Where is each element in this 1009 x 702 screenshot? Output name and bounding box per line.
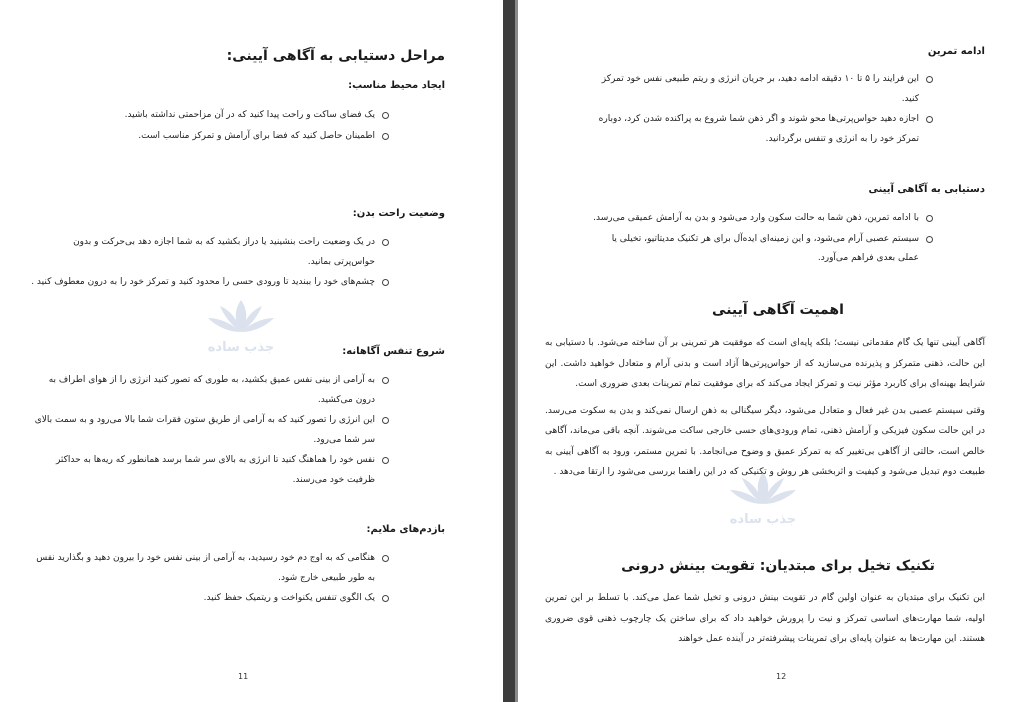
page-number: 12 — [776, 672, 787, 681]
list-item: در یک وضعیت راحت بنشینید یا دراز بکشید که به شما اجازه دهد بی‌حرکت و بدون حواس‌پرتی بمانید. — [31, 233, 391, 272]
bullet-icon — [926, 236, 933, 243]
list-exhale — [31, 549, 391, 610]
bullet-icon — [926, 116, 933, 123]
list-item: هنگامی که به اوج دم خود رسیدید، به آرامی از بینی نفس خود را بیرون دهید و بگذارید نفس به طور طبیعی خارج شود. — [31, 549, 391, 588]
page-number: 11 — [238, 672, 249, 681]
technique-body — [545, 588, 985, 650]
list-item: با ادامه تمرین، ذهن شما به حالت سکون وارد می‌شود و بدن به آرامش عمیقی می‌رسد. — [589, 209, 935, 229]
watermark-logo — [718, 468, 808, 528]
section-heading-achieve: دستیابی به آگاهی آیینی — [868, 184, 985, 195]
list-continue — [589, 70, 935, 150]
bullet-icon — [382, 279, 389, 286]
list-environment — [31, 106, 391, 147]
book-gutter — [503, 0, 518, 702]
bullet-icon — [926, 76, 933, 83]
list-item: اجازه دهید حواس‌پرتی‌ها محو شوند و اگر ذهن شما شروع به پراکنده شدن کرد، دوباره تمرکز خود را به انرژی و تنفس برگردانید. — [589, 110, 935, 149]
technique-title: تکنیک تخیل برای مبتدیان: تقویت بینش درونی — [621, 558, 935, 574]
watermark-text: جذب ساده — [729, 512, 797, 527]
section-heading-exhale: بازدم‌های ملایم: — [366, 524, 445, 535]
section-heading-environment: ایجاد محیط مناسب: — [348, 80, 445, 91]
paragraph: این تکنیک برای مبتدیان به عنوان اولین گام در تقویت بینش درونی و تخیل شما عمل می‌کند. با تسلط بر این تمرین اولیه، شما مهارت‌های اساسی تمرکز و نیت را پرورش خواهید داد که برای ساختن یک چارچوب ذهنی قوی ضروری هستند. این مهارت‌ها به عنوان پایه‌ای برای تمرینات پیشرفته‌تر در آینده عمل خواهند — [545, 593, 985, 644]
paragraph: آگاهی آیینی تنها یک گام مقدماتی نیست؛ بلکه پایه‌ای است که موفقیت هر تمرینی بر آن ساخته می‌شود. با دستیابی به این حالت، ذهنی متمرکز و پذیرنده می‌سازید که از حواس‌پرتی‌ها آزاد است و بدنی آرام و متعادل خواهید داشت. این شرایط بهینه‌ای برای کاربرد مؤثر نیت و تمرکز ایجاد می‌کند که برای موفقیت تمام تمرینات بعدی ضروری است. — [545, 338, 985, 389]
page-12 — [518, 0, 1009, 702]
importance-title: اهمیت آگاهی آیینی — [712, 302, 844, 318]
bullet-icon — [382, 417, 389, 424]
lotus-icon — [718, 468, 808, 508]
list-item: این انرژی را تصور کنید که به آرامی از طریق ستون فقرات شما بالا می‌رود و به سمت بالای سر شما می‌رود. — [31, 411, 391, 450]
paragraph: وقتی سیستم عصبی بدن غیر فعال و متعادل می‌شود، دیگر سیگنالی به ذهن ارسال نمی‌کند و بدن به سکوت می‌رسد. در این حالت سکون فیزیکی و آرامش ذهنی، تمام ورودی‌های حسی خارجی ساکت می‌شوند. آنچه باقی می‌ماند، آگاهی خالص است، حالتی از آگاهی بی‌تغییر که به تمرکز عمیق و وضوح می‌انجامد. با تمرین مستمر، ورود به آگاهی آیینی به طبیعت دوم تبدیل می‌شود و کیفیت و اثربخشی هر روش و تکنیکی که در این راهنما بررسی می‌شود را ارتقا می‌دهد . — [545, 405, 985, 477]
list-body-posture — [31, 233, 391, 294]
list-item: اطمینان حاصل کنید که فضا برای آرامش و تمرکز مناسب است. — [31, 127, 391, 147]
list-item: سیستم عصبی آرام می‌شود، و این زمینه‌ای ایده‌آل برای هر تکنیک مدیتاتیو، تخیلی یا عملی بعدی فراهم می‌آورد. — [589, 230, 935, 269]
page-title: مراحل دستیابی به آگاهی آیینی: — [226, 48, 445, 64]
list-item: یک الگوی تنفس یکنواخت و ریتمیک حفظ کنید. — [31, 589, 391, 609]
bullet-icon — [382, 239, 389, 246]
list-item: نفس خود را هماهنگ کنید تا انرژی به بالای سر شما برسد همانطور که ریه‌ها به حداکثر ظرفیت خود می‌رسند. — [31, 451, 391, 490]
bullet-icon — [382, 112, 389, 119]
list-item: چشم‌های خود را ببندید تا ورودی حسی را محدود کنید و تمرکز خود را به درون معطوف کنید . — [31, 273, 391, 293]
bullet-icon — [382, 457, 389, 464]
list-achieve — [589, 209, 935, 270]
lotus-icon — [196, 296, 286, 336]
section-heading-body-posture: وضعیت راحت بدن: — [352, 208, 445, 219]
bullet-icon — [382, 555, 389, 562]
list-item: به آرامی از بینی نفس عمیق بکشید، به طوری که تصور کنید انرژی را از هوای اطراف به درون می‌کشید. — [31, 371, 391, 410]
bullet-icon — [382, 595, 389, 602]
watermark-text: جذب ساده — [207, 340, 275, 355]
section-heading-continue: ادامه تمرین — [927, 46, 985, 57]
bullet-icon — [382, 377, 389, 384]
list-item: این فرایند را ۵ تا ۱۰ دقیقه ادامه دهید، بر جریان انرژی و ریتم طبیعی نفس خود تمرکز کنید. — [589, 70, 935, 109]
importance-body — [545, 333, 985, 483]
list-breathing — [31, 371, 391, 491]
bullet-icon — [382, 133, 389, 140]
list-item: یک فضای ساکت و راحت پیدا کنید که در آن مزاحمتی نداشته باشید. — [31, 106, 391, 126]
section-heading-breathing: شروع تنفس آگاهانه: — [342, 346, 445, 357]
page-11 — [0, 0, 503, 702]
bullet-icon — [926, 215, 933, 222]
